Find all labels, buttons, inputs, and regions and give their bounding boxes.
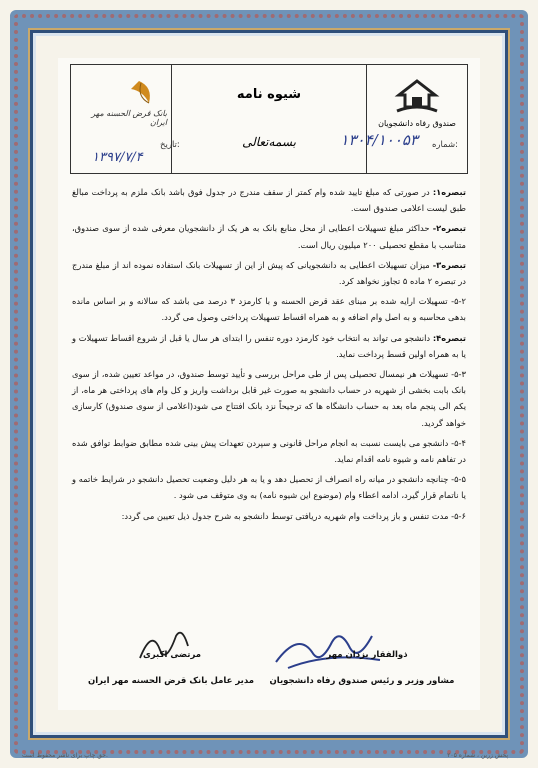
left-signatory-name: مرتضی اکبری — [142, 650, 202, 660]
paragraph-lead: تبصره۴: — [432, 332, 466, 343]
paragraph — [72, 435, 466, 467]
paragraph — [72, 293, 466, 325]
bank-logo-label: بانک قرض الحسنه مهر ایران — [91, 109, 167, 127]
paragraph — [72, 508, 466, 524]
paragraph-text: در صورتی که مبلغ تایید شده وام کمتر از سقف مندرج در جدول فوق باشد بانک ملزم به پرداخت مبالغ طبق لیست اعلامی صندوق است. — [72, 187, 466, 214]
paragraph-text: دانشجو می تواند به انتخاب خود کارمزد دوره تنفس را ابتدای هر سال یا قبل از شروع اقساط تسهیلات و یا به همراه اولین قسط پرداخت نماید. — [72, 332, 466, 359]
fund-logo-cell — [366, 65, 467, 173]
paragraph-text: ۵-۳- تسهیلات هر نیمسال تحصیلی پس از طی مراحل بررسی و تأیید توسط صندوق، در مواعد تعیین شده، از سوی بانک بابت بخشی از شهریه در حساب دانشجو به صورت غیر قابل برداشت واریز و کل وام های پرداختی هر ماه، از یکم الی پنجم ماه بعد به حساب دانشگاه ها که ترجیحاً نزد بانک افتتاح می شود(اعلامی از سوی صندوق) کارسازی خواهد گردید. — [72, 369, 466, 428]
right-signatory-title: مشاور وزیر و رئیس صندوق رفاه دانشجویان — [269, 676, 455, 686]
date-value: ۱۳۹۷/۷/۴ — [92, 150, 143, 165]
paragraph-text: میزان تسهیلات اعطایی به دانشجویانی که پیش از این از تسهیلات بانک استفاده نموده اند از مبلغ مندرج در تبصره ۲ ماده ۵ تجاوز نخواهد کرد. — [72, 259, 466, 287]
paragraph-text: ۵-۶- مدت تنفس و باز پرداخت وام شهریه دریافتی توسط دانشجو به شرح جدول ذیل تعیین می گردد: — [121, 510, 466, 521]
paragraph — [72, 471, 466, 503]
fund-logo-label: صندوق رفاه دانشجویان — [378, 119, 456, 128]
footer-copyright: حق چاپ برای ناشر محفوظ است. — [22, 752, 108, 759]
bismillah: بسمه‌تعالی — [242, 135, 296, 149]
left-signatory-title: مدیر عامل بانک قرض الحسنه مهر ایران — [87, 676, 255, 686]
number-label: شماره: — [431, 140, 458, 150]
left-signature-scribble — [130, 622, 200, 668]
paragraph — [72, 184, 466, 216]
paragraph — [72, 366, 466, 431]
paragraph-text: ۵-۲- تسهیلات ارایه شده بر مبنای عقد قرض الحسنه و با کارمزد ۳ درصد می باشد که سالانه و بر اساس مانده بدهی محاسبه و به اصل وام اضافه و به همراه اقساط تسهیلات پرداختی وصول می گردد. — [72, 296, 467, 323]
title-cell — [171, 65, 367, 173]
footer-publisher: پخش زرین ، شماره ۲۰۵ — [447, 752, 508, 759]
paragraph — [72, 330, 466, 362]
right-signatory-name: ذوالفقار یزدان مهر — [326, 650, 408, 660]
paragraph-text: ۵-۴- دانشجو می بایست نسبت به انجام مراحل قانونی و سپردن تعهدات پیش بینی شده مطابق ضوابط توافق شده در تفاهم نامه و شیوه نامه اقدام نماید. — [72, 437, 466, 465]
date-label: تاریخ: — [160, 140, 180, 150]
paragraph — [72, 257, 466, 289]
paragraph-text: حداکثر مبلغ تسهیلات اعطایی از محل منابع بانک به هر یک از دانشجویان معرفی شده از سوی صندوق، متناسب با مقطع تحصیلی ۲۰۰ میلیون ریال است. — [72, 223, 466, 250]
fund-logo-icon — [391, 77, 443, 117]
number-value: ۱۳۰۴/۱۰۰۵۳ — [340, 131, 418, 149]
page-title: شیوه نامه — [236, 87, 302, 102]
paragraph-text: ۵-۵- چنانچه دانشجو در میانه راه انصراف از تحصیل دهد و یا به هر دلیل وضعیت تحصیل دانشجو در شرایط خاتمه و یا ناتمام قرار گیرد، ادامه اعطاء وام (موضوع این شیوه نامه) به وی متوقف می شود . — [72, 474, 466, 501]
paragraph-lead: تبصره۱: — [432, 187, 466, 197]
paragraph — [72, 220, 466, 252]
bank-logo-icon — [79, 77, 163, 113]
paragraph-lead: تبصره۲- — [432, 223, 466, 234]
paragraph-lead: تبصره۳- — [432, 259, 466, 270]
letter-body — [72, 184, 466, 528]
